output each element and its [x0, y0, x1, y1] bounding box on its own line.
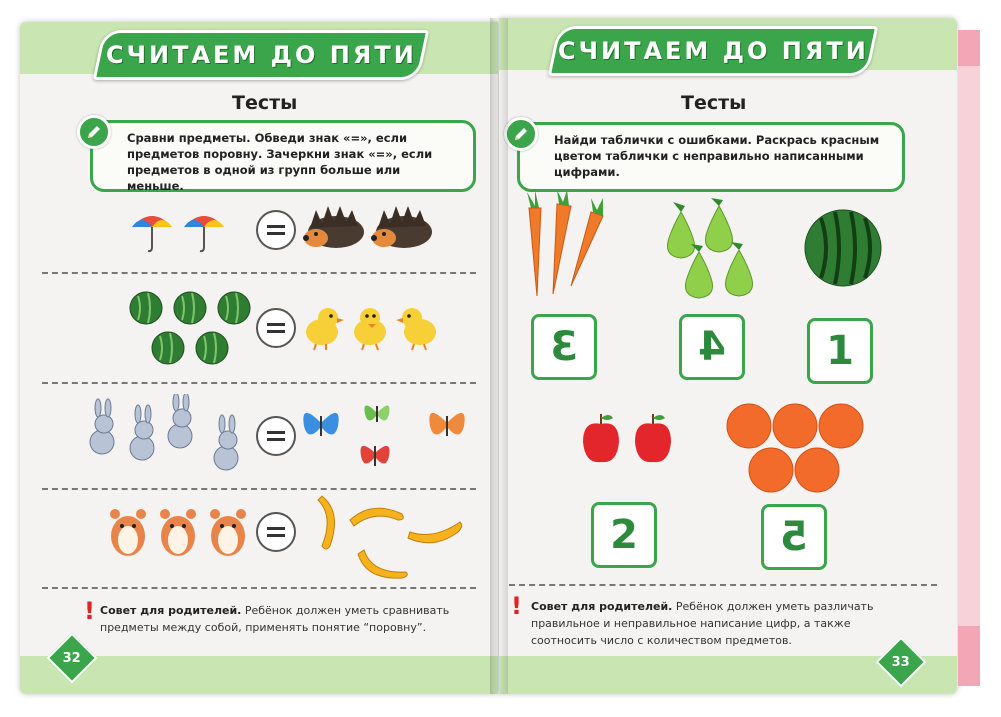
apple-icon	[579, 412, 679, 473]
number-card[interactable]	[591, 502, 657, 568]
page-heading: Тесты	[232, 92, 298, 114]
hamster-icon	[106, 500, 256, 565]
pencil-icon	[77, 115, 111, 149]
exclamation-icon: !	[84, 597, 95, 625]
chapter-banner	[548, 26, 879, 76]
parent-advice	[100, 602, 480, 636]
row-divider	[42, 488, 476, 490]
equals-sign-icon[interactable]	[256, 416, 296, 456]
carrot-icon	[521, 190, 617, 307]
card-digit: 4	[698, 324, 726, 370]
row-divider	[509, 584, 937, 586]
card-digit: 1	[826, 328, 854, 374]
card-digit: 2	[610, 512, 638, 558]
advice-label: Совет для родителей.	[531, 600, 673, 613]
equals-sign-icon[interactable]	[256, 308, 296, 348]
watermelon-icon	[801, 206, 885, 295]
pear-icon	[659, 198, 763, 313]
row-divider	[42, 382, 476, 384]
butterfly-icon	[298, 396, 476, 481]
banner-title: СЧИТАЕМ ДО ПЯТИ	[105, 41, 417, 69]
left-page	[20, 22, 498, 694]
number-card[interactable]	[761, 504, 827, 570]
row-divider	[42, 587, 476, 589]
page-number-text: 32	[62, 650, 82, 666]
page-number-text: 33	[891, 654, 911, 670]
watermelon-icon	[128, 290, 258, 373]
chick-icon	[300, 304, 440, 359]
exclamation-icon: !	[511, 592, 522, 620]
page-heading: Тесты	[681, 92, 747, 114]
banner-title: СЧИТАЕМ ДО ПЯТИ	[557, 37, 869, 65]
task-text: Сравни предметы. Обведи знак «=», если предметов поровну. Зачеркни знак «=», если предметов в одной из групп больше или меньше.	[127, 131, 433, 193]
hedgehog-icon	[302, 202, 434, 259]
rabbit-icon	[86, 394, 256, 479]
number-card[interactable]	[807, 318, 873, 384]
card-digit: 3	[550, 324, 578, 370]
advice-text: Ребёнок должен уметь различать правильное и неправильное написание цифр, а также соотносить число с количеством предметов.	[531, 600, 874, 647]
advice-label: Совет для родителей.	[100, 604, 242, 617]
equals-sign-icon[interactable]	[256, 512, 296, 552]
number-card[interactable]	[679, 314, 745, 380]
equals-sign-icon[interactable]	[256, 210, 296, 250]
umbrella-icon	[128, 207, 228, 260]
chapter-banner	[93, 30, 430, 80]
row-divider	[42, 272, 476, 274]
task-box	[517, 122, 905, 192]
parent-advice	[531, 598, 907, 649]
pencil-icon	[504, 117, 538, 151]
right-page	[499, 18, 957, 694]
advice-text: Ребёнок должен уметь сравнивать предметы между собой, применять понятие “поровну”.	[100, 604, 450, 634]
card-digit: 5	[780, 514, 808, 560]
page-edge-tabs	[958, 30, 980, 690]
task-box	[90, 120, 476, 192]
orange-icon	[725, 400, 869, 501]
number-card[interactable]	[531, 314, 597, 380]
task-text: Найди таблички с ошибками. Раскрась красным цветом таблички с неправильно написанными цифрами.	[554, 133, 880, 179]
banana-icon	[302, 492, 472, 587]
